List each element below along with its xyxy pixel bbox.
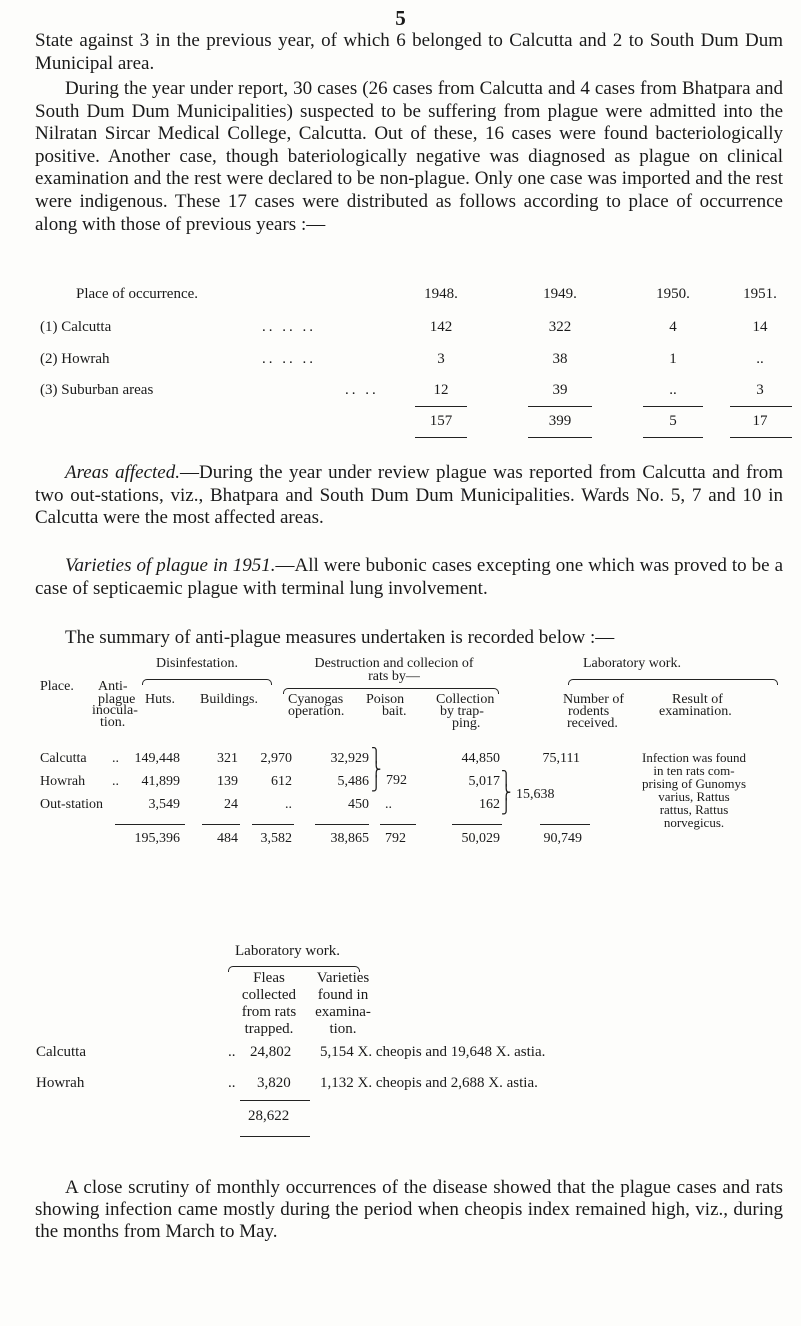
divider bbox=[730, 406, 792, 407]
divider bbox=[115, 824, 185, 825]
destruction-header: Destruction and collecion of bbox=[314, 656, 474, 671]
paragraph-areas bbox=[35, 462, 783, 530]
disinfestation-header: Disinfestation. bbox=[156, 656, 239, 671]
varieties-heading: Varieties of plague in 1951. bbox=[65, 555, 276, 576]
number-merged: 15,638 bbox=[516, 787, 555, 802]
year-header: 1950. bbox=[656, 286, 690, 302]
page-number: 5 bbox=[395, 6, 406, 30]
lab-header: Laboratory work. bbox=[583, 656, 681, 671]
brace bbox=[142, 679, 272, 685]
paragraph-varieties bbox=[35, 555, 783, 600]
divider bbox=[452, 824, 502, 825]
divider bbox=[202, 824, 240, 825]
paragraph-cases: During the year under report, 30 cases (26 cases from Calcutta and 4 cases from Bhatpara and South Dum Dum Municipalities) suspected to be suffering from plague were admitted into the Nilratan Sircar Medical College, Calcutta. Out of these, 16 cases were found bacteriologically positive. Another case, though bateriologically negative was diagnosed as plague on clinical examination and the rest were declared to be non-plague. Only one case was imported and the rest were indigenous. These 17 cases were distributed as follows according to place of occurrence along with those of previous years :— bbox=[35, 78, 783, 235]
brace: ⎫ ⎬ ⎭ bbox=[371, 749, 382, 792]
divider bbox=[540, 824, 590, 825]
divider bbox=[240, 1136, 310, 1137]
year-header: 1951. bbox=[743, 286, 777, 302]
huts-header: Huts. bbox=[145, 692, 175, 707]
poison-merged: 792 bbox=[386, 773, 407, 788]
divider bbox=[315, 824, 369, 825]
paragraph-intro: State against 3 in the previous year, of which 6 belonged to Calcutta and 2 to South Dum Dum Municipal area. bbox=[35, 30, 783, 74]
place-header: Place of occurrence. bbox=[76, 286, 199, 302]
brace bbox=[568, 679, 778, 685]
divider bbox=[380, 824, 416, 825]
buildings-header: Buildings. bbox=[200, 692, 258, 707]
divider bbox=[730, 437, 792, 438]
flea-total: 28,622 bbox=[248, 1108, 290, 1124]
areas-heading: Areas affected. bbox=[65, 462, 180, 483]
varieties-header: Varieties found in examina- tion. bbox=[315, 970, 371, 1037]
varieties-body: —All were bubonic cases excepting one which was proved to be a case of septicaemic plague with terminal lung involvement. bbox=[35, 555, 784, 599]
divider bbox=[643, 406, 703, 407]
paragraph-scrutiny: A close scrutiny of monthly occurrences of the disease showed that the plague cases and rats showing infection came mostly during the period when cheopis index remained high, viz., during the months from March to May. bbox=[35, 1177, 783, 1242]
divider bbox=[240, 1100, 310, 1101]
divider bbox=[415, 437, 467, 438]
brace: ⎫ ⎬ ⎭ bbox=[501, 772, 512, 815]
paragraph-summary: The summary of anti-plague measures undertaken is recorded below :— bbox=[65, 627, 615, 648]
result-text: Infection was found in ten rats com- prising of Gunomys varius, Rattus rattus, Rattus norvegicus. bbox=[642, 750, 746, 830]
destruction-header: rats by— bbox=[368, 669, 420, 684]
divider bbox=[643, 437, 703, 438]
divider bbox=[528, 406, 592, 407]
fleas-header: Fleas collected from rats trapped. bbox=[241, 970, 297, 1037]
lab-header: Laboratory work. bbox=[235, 943, 340, 959]
areas-body: —During the year under review plague was reported from Calcutta and from two out-stations, viz., Bhatpara and South Dum Dum Municipalities. Wards No. 5, 7 and 10 in Calcutta were the most affected areas. bbox=[35, 462, 783, 529]
year-header: 1949. bbox=[543, 286, 577, 302]
year-header: 1948. bbox=[424, 286, 458, 302]
divider bbox=[252, 824, 294, 825]
divider bbox=[415, 406, 467, 407]
place-header: Place. bbox=[40, 679, 74, 694]
divider bbox=[528, 437, 592, 438]
